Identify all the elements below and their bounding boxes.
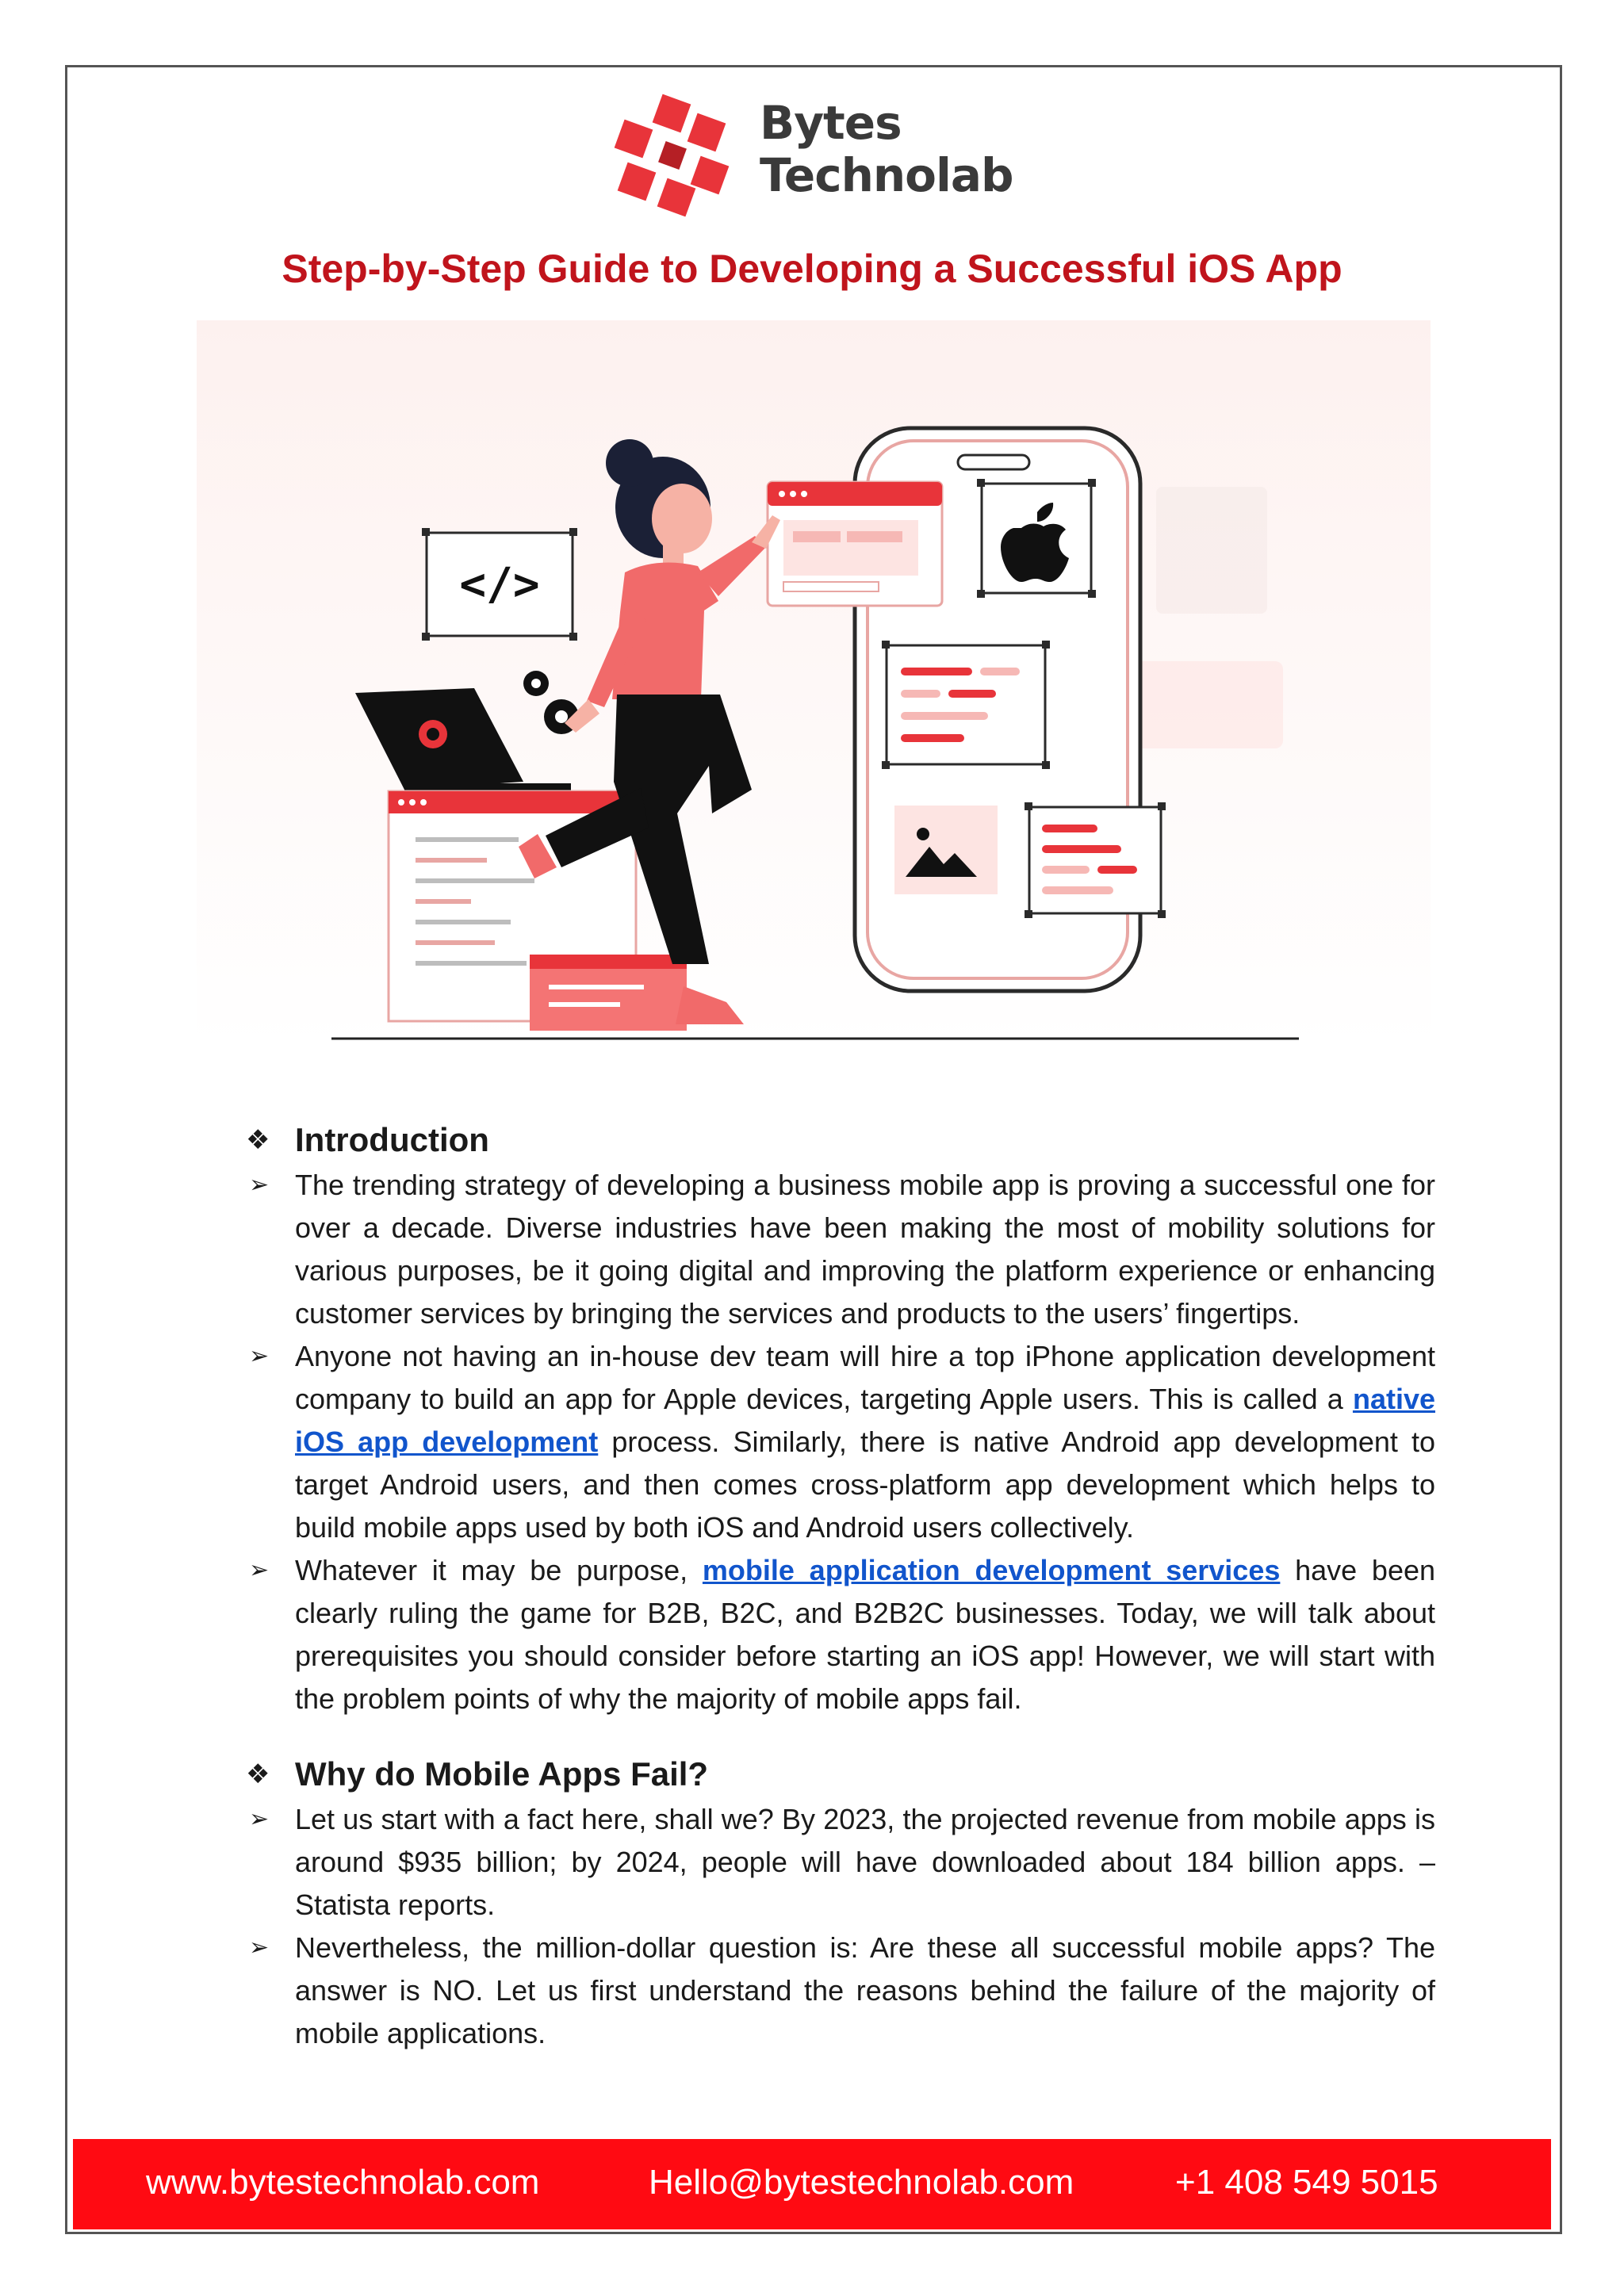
- brand-name: [760, 97, 1013, 201]
- paragraph-text: have been clearly ruling the game for B2B, B2C, and B2B2C businesses. Today, we will talk about prerequisites you should consider before starting an iOS app! However, we will start with the problem points of why the majority of mobile apps fail.: [295, 1554, 1436, 1715]
- svg-text:</>: </>: [459, 559, 540, 610]
- arrow-bullet-icon: ➢: [249, 1934, 270, 1961]
- inline-link[interactable]: mobile application development services: [702, 1554, 1281, 1586]
- logo-mark-icon: [609, 94, 736, 220]
- brand-logo: [609, 94, 1021, 220]
- browser-window-icon: [768, 482, 942, 606]
- paragraph-text: Anyone not having an in-house dev team will hire a top iPhone application development company to build an app for Apple devices, targeting Apple users. This is called a: [295, 1340, 1435, 1415]
- arrow-bullet-icon: ➢: [249, 1806, 270, 1832]
- bullet-paragraph: [246, 1164, 1435, 1335]
- diamond-bullet-icon: ❖: [246, 1759, 270, 1789]
- arrow-bullet-icon: ➢: [249, 1343, 270, 1369]
- arrow-bullet-icon: ➢: [249, 1557, 270, 1583]
- diamond-bullet-icon: ❖: [246, 1125, 270, 1155]
- paragraph-text: Nevertheless, the million-dollar question is: Are these all successful mobile apps? The answer is NO. Let us first understand the reasons behind the failure of the majority of mobile applications.: [295, 1931, 1435, 2049]
- paragraph-text: process. Similarly, there is native Android app development to target Android users, and then comes cross-platform app development which helps to build mobile apps used by both iOS and Android users collectively.: [295, 1425, 1435, 1544]
- hero-illustration: [197, 320, 1431, 1047]
- section: [246, 1751, 1435, 2055]
- image-icon: [894, 806, 998, 894]
- footer-phone[interactable]: +1 408 549 5015: [1175, 2163, 1438, 2202]
- inline-link[interactable]: native iOS app development: [295, 1383, 1435, 1458]
- section: [246, 1116, 1435, 1720]
- bullet-paragraph: [246, 1335, 1435, 1549]
- article-body: [246, 1116, 1435, 2085]
- arrow-bullet-icon: ➢: [249, 1172, 270, 1198]
- chat-card-icon: [530, 955, 687, 1031]
- text-card-icon: [1025, 802, 1166, 918]
- brand-line2: Technolab: [760, 148, 1013, 202]
- section-heading-text: Introduction: [295, 1121, 489, 1158]
- footer-email[interactable]: Hello@bytestechnolab.com: [649, 2163, 1074, 2202]
- section-heading: [246, 1751, 1435, 1798]
- section-heading-text: Why do Mobile Apps Fail?: [295, 1755, 709, 1793]
- bullet-paragraph: [246, 1798, 1435, 1927]
- paragraph-text: The trending strategy of developing a business mobile app is proving a successful one for over a decade. Diverse industries have been making the most of mobility solutions for various purposes, be it going digital and improving the platform experience or enhancing customer services by bringing the services and products to the users’ fingertips.: [295, 1169, 1435, 1330]
- brand-line1: Bytes: [760, 96, 902, 150]
- contact-footer: [73, 2139, 1551, 2229]
- apple-icon: [977, 479, 1096, 598]
- bullet-paragraph: [246, 1549, 1435, 1720]
- code-icon: [422, 528, 577, 641]
- paragraph-text: Whatever it may be purpose,: [295, 1554, 703, 1586]
- paragraph-text: Let us start with a fact here, shall we? By 2023, the projected revenue from mobile apps is around $935 billion; by 2024, people will have downloaded about 184 billion apps. – Statista reports.: [295, 1803, 1435, 1921]
- hero-svg: [197, 320, 1431, 1047]
- section-heading: [246, 1116, 1435, 1164]
- bullet-paragraph: [246, 1927, 1435, 2055]
- footer-website[interactable]: www.bytestechnolab.com: [146, 2163, 540, 2202]
- list-card-icon: [882, 641, 1050, 769]
- page-title: Step-by-Step Guide to Developing a Successful iOS App: [282, 247, 1342, 291]
